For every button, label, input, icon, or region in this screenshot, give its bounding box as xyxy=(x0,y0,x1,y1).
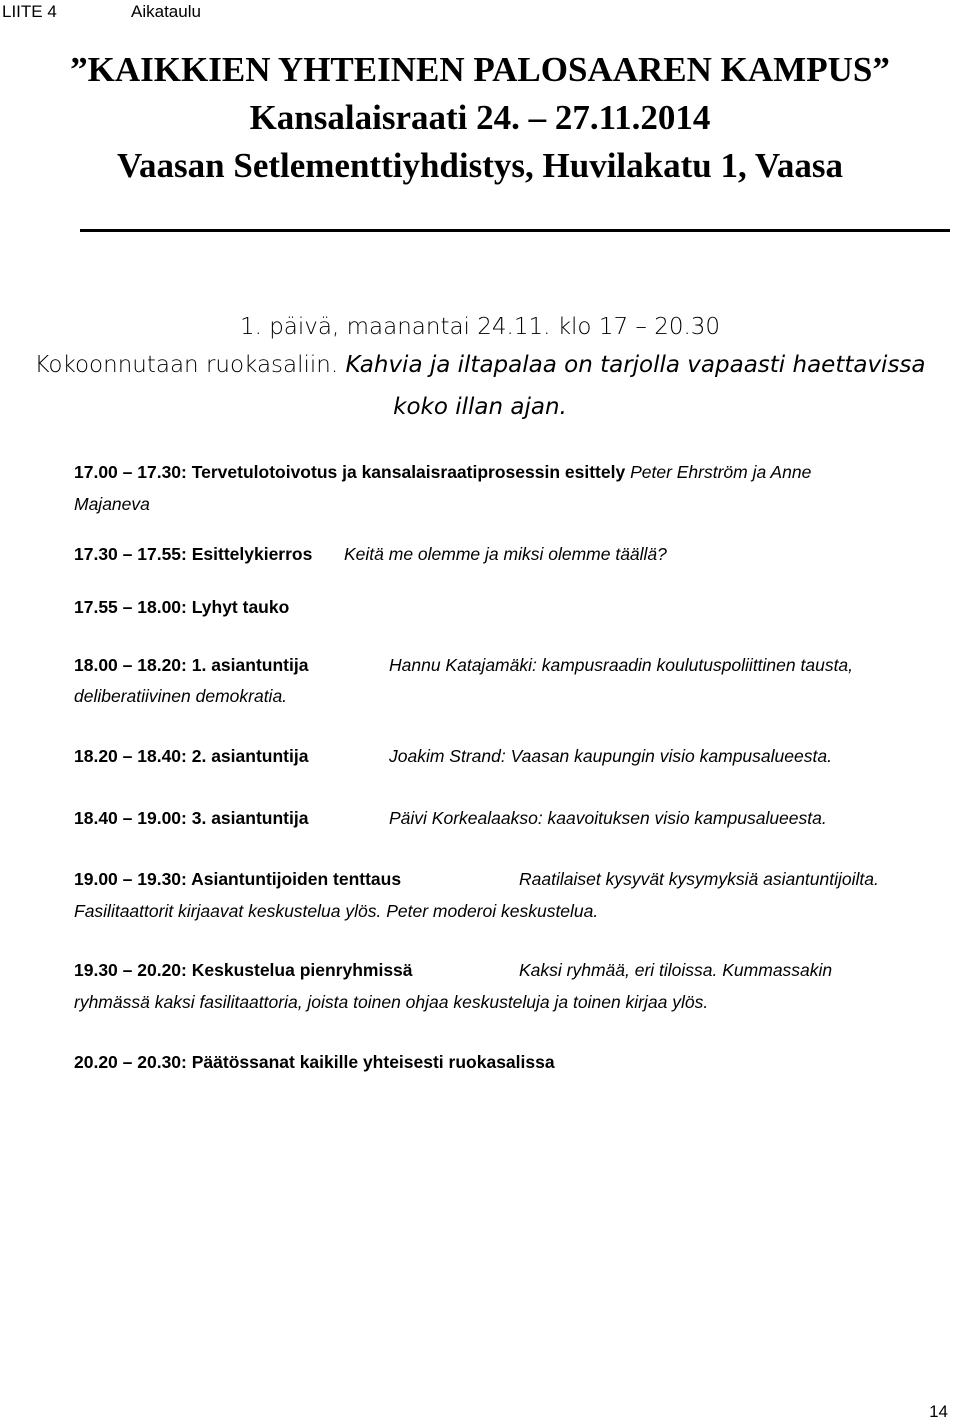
agenda-item-4: 18.00 – 18.20: 1. asiantuntija xyxy=(74,655,309,675)
agenda-item-7: 19.00 – 19.30: Asiantuntijoiden tenttaus xyxy=(74,869,402,889)
title-line-1: ”KAIKKIEN YHTEINEN PALOSAAREN KAMPUS” xyxy=(70,50,890,89)
day-intro-line-1 xyxy=(0,352,960,378)
agenda-item-9: 20.20 – 20.30: Päätössanat kaikille yhteisesti ruokasalissa xyxy=(74,1052,555,1072)
page-number: 14 xyxy=(929,1402,948,1421)
day-intro-italic: Kahvia ja iltapalaa on tarjolla vapaasti haettavissa xyxy=(338,352,926,378)
agenda-desc: Keitä me olemme ja miksi olemme täällä? xyxy=(344,544,667,564)
agenda-item-8: 19.30 – 20.20: Keskustelua pienryhmissä xyxy=(74,960,413,980)
agenda-desc: Peter Ehrström ja Anne xyxy=(625,462,812,482)
title-line-3: Vaasan Setlementtiyhdistys, Huvilakatu 1, Vaasa xyxy=(116,146,844,185)
agenda-desc: Päivi Korkealaakso: kaavoituksen visio kampusalueesta. xyxy=(389,808,827,828)
agenda-item-3: 17.55 – 18.00: Lyhyt tauko xyxy=(74,597,290,617)
agenda-desc: Raatilaiset kysyvät kysymyksiä asiantuntijoilta. xyxy=(519,869,879,889)
section-label: Aikataulu xyxy=(131,2,201,21)
agenda-desc: Joakim Strand: Vaasan kaupungin visio kampusalueesta. xyxy=(389,746,832,766)
agenda-item-8-cont: ryhmässä kaksi fasilitaattoria, joista toinen ohjaa keskusteluja ja toinen kirjaa ylös. xyxy=(74,992,709,1012)
agenda-item-4-cont: deliberatiivinen demokratia. xyxy=(74,686,288,706)
agenda-desc: Hannu Katajamäki: kampusraadin koulutuspoliittinen tausta, xyxy=(389,655,854,675)
day-intro-line-2: koko illan ajan. xyxy=(393,394,567,420)
agenda-item-6: 18.40 – 19.00: 3. asiantuntija xyxy=(74,808,309,828)
agenda-item-2 xyxy=(74,544,312,565)
agenda-time: 17.30 – 17.55: Esittelykierros xyxy=(74,544,313,564)
day-intro-plain: Kokoonnutaan ruokasaliin. xyxy=(34,352,339,378)
agenda-item-7-cont: Fasilitaattorit kirjaavat keskustelua ylös. Peter moderoi keskustelua. xyxy=(74,901,599,921)
agenda-item-1-cont: Majaneva xyxy=(74,494,150,514)
agenda-desc: Kaksi ryhmää, eri tiloissa. Kummassakin xyxy=(519,960,833,980)
title-line-2: Kansalaisraati 24. – 27.11.2014 xyxy=(249,98,711,137)
agenda-item-5: 18.20 – 18.40: 2. asiantuntija xyxy=(74,746,309,766)
agenda-time: 17.00 – 17.30: Tervetulotoivotus ja kansalaisraatiprosessin esittely xyxy=(74,462,626,482)
day-heading: 1. päivä, maanantai 24.11. klo 17 – 20.30 xyxy=(239,314,721,340)
appendix-label: LIITE 4 xyxy=(2,2,57,21)
title-divider xyxy=(80,229,950,232)
agenda-item-1 xyxy=(74,462,811,483)
